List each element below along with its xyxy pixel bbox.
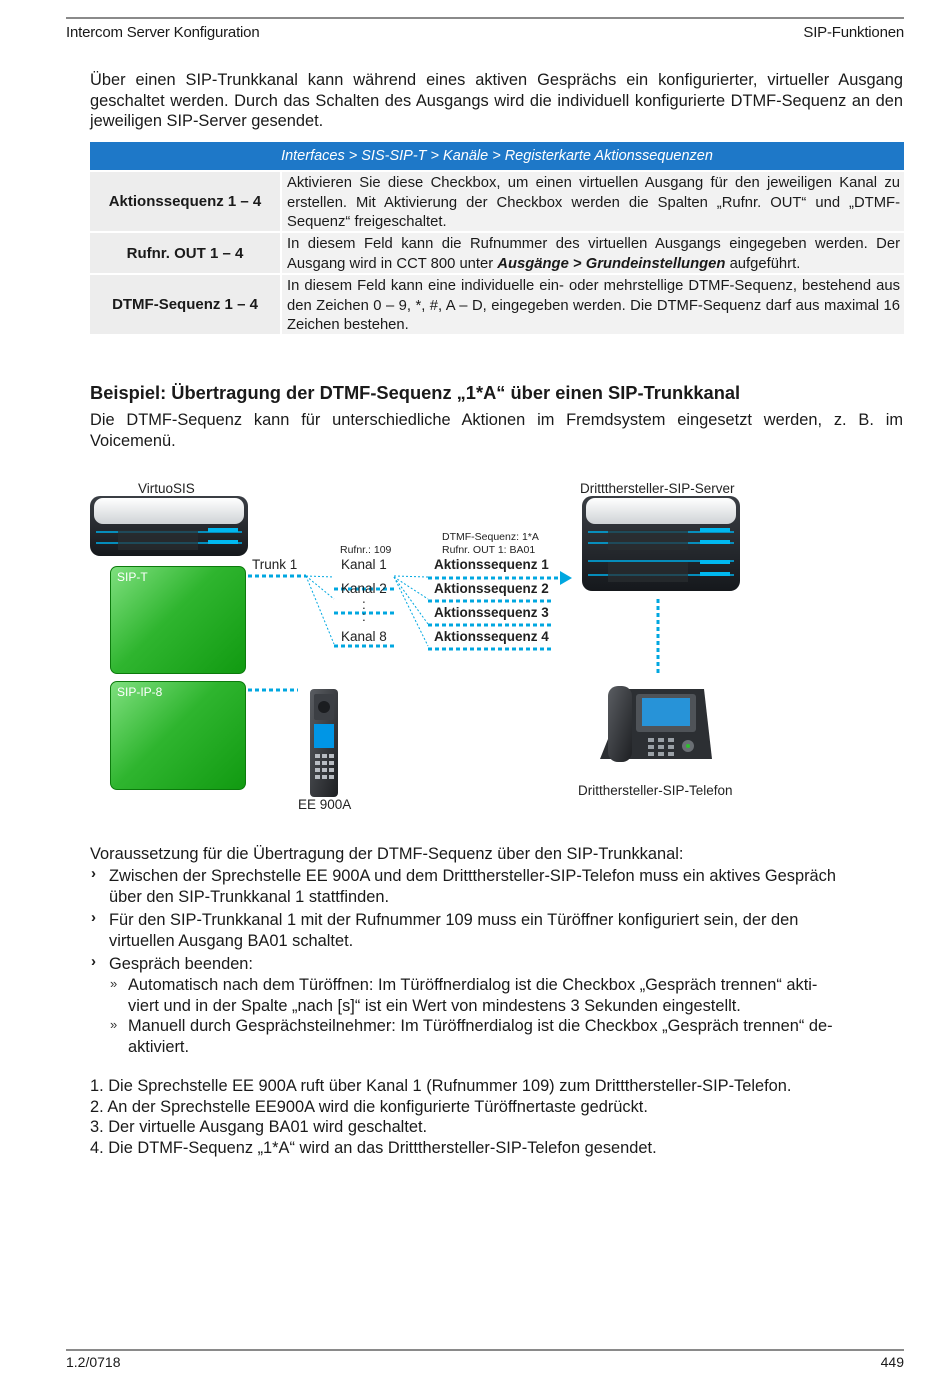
header-left: Intercom Server Konfiguration [66, 24, 260, 41]
sub-bullet-chevron-icon: » [110, 976, 118, 991]
footer-version: 1.2/0718 [66, 1354, 121, 1370]
aktion4-label: Aktionssequenz 4 [434, 629, 549, 644]
bullet-text: Für den SIP-Trunkkanal 1 mit der Rufnummer 109 muss ein Türöffner konfiguriert sein, der den [109, 911, 799, 929]
step-item: 2. An der Sprechstelle EE900A wird die konfigurierte Türöffnertaste gedrückt. [90, 1098, 648, 1116]
sub-bullet-text: aktiviert. [128, 1038, 190, 1056]
sub-bullet-text: viert und in der Spalte „nach [s]“ ist ein Wert von mindestens 3 Sekunden eingestellt. [128, 997, 741, 1015]
telefon-label: Dritthersteller-SIP-Telefon [578, 783, 733, 798]
arrow-icon [560, 571, 572, 585]
bullet-text: Zwischen der Sprechstelle EE 900A und dem Drittthersteller-SIP-Telefon muss ein aktives Gespräch [109, 867, 836, 885]
sip-t-module [110, 566, 246, 674]
bullet-chevron-icon: › [91, 865, 96, 882]
server-label: Drittthersteller-SIP-Server [580, 481, 735, 496]
example-paragraph: Die DTMF-Sequenz kann für unterschiedliche Aktionen im Fremdsystem eingesetzt werden, z. B. im Voicemenü. [90, 411, 903, 450]
sip-server-icon [582, 496, 740, 591]
bullet-text: Gespräch beenden: [109, 955, 253, 973]
example-heading: Beispiel: Übertragung der DTMF-Sequenz „1*A“ über einen SIP-Trunkkanal [90, 382, 741, 403]
ee900a-label: EE 900A [298, 797, 352, 812]
table-value [280, 231, 904, 273]
sub-bullet-text: Automatisch nach dem Türöffnen: Im Türöffnerdialog ist die Checkbox „Gespräch trennen“ akti- [128, 976, 818, 994]
table-key: Rufnr. OUT 1 – 4 [90, 231, 280, 273]
ee900a-intercom-icon [310, 689, 338, 797]
rufnr-label: Rufnr.: 109 [340, 544, 392, 556]
sip-ip8-module [110, 681, 246, 790]
step-item: 4. Die DTMF-Sequenz „1*A“ wird an das Drittthersteller-SIP-Telefon gesendet. [90, 1139, 657, 1157]
table-row [90, 231, 904, 273]
menu-path: Ausgänge > Grundeinstellungen [497, 255, 726, 272]
prereq-intro: Voraussetzung für die Übertragung der DTMF-Sequenz über den SIP-Trunkkanal: [90, 845, 684, 863]
sip-t-label: SIP-T [117, 570, 148, 584]
value-text: In diesem Feld kann die Rufnummer des virtuellen Ausgangs eingegeben werden. Der Ausgang wird in CCT 800 unter [287, 236, 900, 272]
step-item: 1. Die Sprechstelle EE 900A ruft über Kanal 1 (Rufnummer 109) zum Drittthersteller-SIP-Telefon. [90, 1077, 792, 1095]
header-right: SIP-Funktionen [803, 24, 904, 41]
value-text: aufgeführt. [725, 255, 801, 272]
page-number: 449 [880, 1354, 904, 1370]
header-rule [66, 17, 904, 19]
kanal2-label: Kanal 2 [341, 581, 387, 596]
sip-ip8-label: SIP-IP-8 [117, 685, 163, 699]
kanal-dots: : [362, 609, 366, 624]
footer-rule [66, 1349, 904, 1351]
table-key: DTMF-Sequenz 1 – 4 [90, 273, 280, 334]
dtmf-label: DTMF-Sequenz: 1*A [442, 531, 539, 543]
virtuosis-device-icon [90, 496, 248, 556]
sub-bullet-chevron-icon: » [110, 1017, 118, 1032]
table-row [90, 170, 904, 231]
settings-table [90, 142, 904, 334]
table-header: Interfaces > SIS-SIP-T > Kanäle > Registerkarte Aktionssequenzen [90, 142, 904, 170]
table-value: In diesem Feld kann eine individuelle ein- oder mehrstellige DTMF-Sequenz, bestehend aus den Zeichen 0 – 9, *, #, A – D, eingegeben werden. Die DTMF-Sequenz darf aus maximal 16 Zeichen bestehen. [280, 273, 904, 334]
table-row [90, 273, 904, 334]
rufnr-out-label: Rufnr. OUT 1: BA01 [442, 544, 536, 556]
step-item: 3. Der virtuelle Ausgang BA01 wird geschaltet. [90, 1118, 428, 1136]
sub-bullet-text: Manuell durch Gesprächsteilnehmer: Im Türöffnerdialog ist die Checkbox „Gespräch trennen“ de- [128, 1017, 833, 1035]
desk-phone-icon [600, 686, 712, 762]
kanal8-label: Kanal 8 [341, 629, 387, 644]
bullet-text: virtuellen Ausgang BA01 schaltet. [109, 932, 354, 950]
kanal1-label: Kanal 1 [341, 557, 387, 572]
intro-paragraph: Über einen SIP-Trunkkanal kann während eines aktiven Gesprächs ein konfigurierter, virtueller Ausgang geschaltet werden. Durch das Schalten des Ausgangs wird die individuell konfigurierte DTMF-Sequenz an den jeweiligen SIP-Server gesendet. [90, 71, 903, 130]
bullet-text: über den SIP-Trunkkanal 1 stattfinden. [109, 888, 390, 906]
aktion1-label: Aktionssequenz 1 [434, 557, 549, 572]
table-key: Aktionssequenz 1 – 4 [90, 170, 280, 231]
virtuosis-label: VirtuoSIS [138, 481, 195, 496]
aktion2-label: Aktionssequenz 2 [434, 581, 549, 596]
table-value: Aktivieren Sie diese Checkbox, um einen virtuellen Ausgang für den jeweiligen Kanal zu erstellen. Mit Aktivierung der Checkbox werden die Spalten „Rufnr. OUT“ und „DTMF-Sequenz“ freigeschaltet. [280, 170, 904, 231]
trunk-label: Trunk 1 [252, 557, 298, 572]
bullet-chevron-icon: › [91, 909, 96, 926]
bullet-chevron-icon: › [91, 953, 96, 970]
kanal-dots: : [362, 597, 366, 612]
aktion3-label: Aktionssequenz 3 [434, 605, 549, 620]
diagram [88, 474, 908, 824]
